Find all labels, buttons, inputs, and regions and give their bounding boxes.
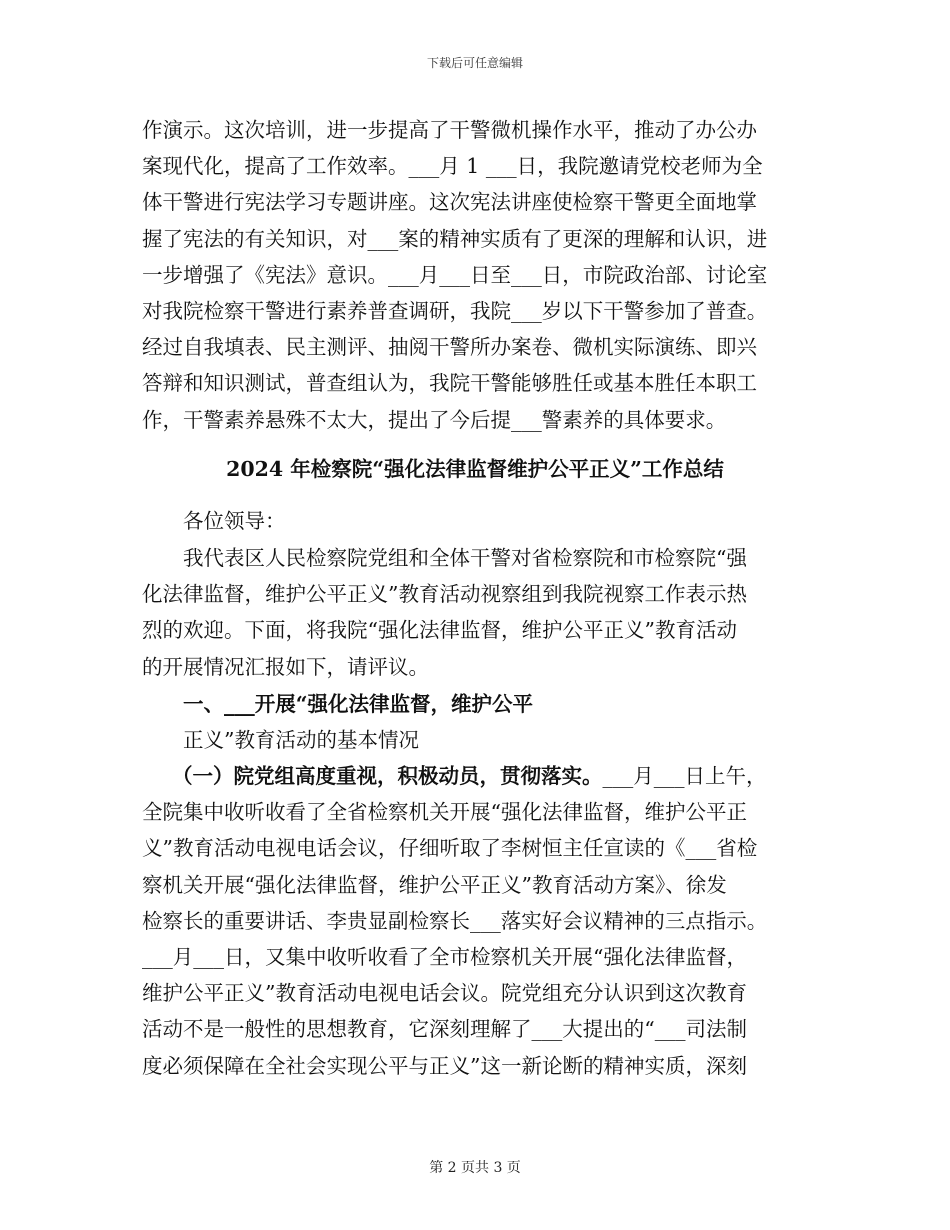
text-line: 作演示。这次培训，进一步提高了干警微机操作水平，推动了办公办 — [142, 118, 757, 142]
greeting: 各位领导： — [183, 509, 286, 533]
text-line: 度必须保障在全社会实现公平与正义”这一新论断的精神实质，深刻 — [142, 1053, 747, 1078]
text-line: 案现代化，提高了工作效率。___月 1 ___日，我院邀请党校老师为全 — [142, 154, 763, 179]
text-line: 察机关开展“强化法律监督，维护公平正义”教育活动方案》、徐发 — [142, 872, 727, 897]
text-line: 答辩和知识测试，普查组认为，我院干警能够胜任或基本胜任本职工 — [142, 371, 757, 396]
text-line: 体干警进行宪法学习专题讲座。这次宪法讲座使检察干警更全面地掌 — [142, 190, 757, 215]
page-footer: 第 2 页共 3 页 — [429, 1160, 521, 1176]
section-heading-block — [142, 686, 810, 758]
text-line: 作，干警素养悬殊不太大，提出了今后提___警素养的具体要求。 — [142, 407, 727, 432]
text-line: 的开展情况汇报如下，请评议。 — [142, 654, 429, 679]
text-line: 义”教育活动电视电话会议，仔细听取了李树恒主任宣读的《___省检 — [142, 836, 758, 861]
text-line: 握了宪法的有关知识，对___案的精神实质有了更深的理解和认识，进 — [142, 226, 768, 251]
text-line: 活动不是一般性的思想教育，它深刻理解了___大提出的“___司法制 — [142, 1017, 747, 1042]
text-line: 一步增强了《宪法》意识。___月___日至___日，市院政治部、讨论室 — [142, 262, 768, 287]
subsection-heading: （一）院党组高度重视，积极动员，贯彻落实。 — [172, 764, 603, 788]
subsection-text: ___月___日上午， — [602, 764, 767, 788]
text-line: 经过自我填表、民主测评、抽阅干警所办案卷、微机实际演练、即兴 — [142, 335, 757, 360]
text-line: 维护公平正义”教育活动电视电话会议。院党组充分认识到这次教育 — [142, 981, 747, 1006]
subsection-line — [142, 758, 810, 794]
header-note: 下载后可任意编辑 — [426, 56, 523, 70]
text-line: ___月___日，又集中收听收看了全市检察机关开展“强化法律监督， — [142, 945, 747, 970]
text-line: 全院集中收听收看了全省检察机关开展“强化法律监督，维护公平正 — [142, 800, 747, 825]
section-heading-continued: 正义”教育活动的基本情况 — [183, 728, 419, 753]
text-line: 化法律监督，维护公平正义”教育活动视察组到我院视察工作表示热 — [142, 582, 747, 607]
paragraph-training — [142, 112, 810, 438]
greeting-block — [142, 503, 810, 539]
document-title: 2024 年检察院“强化法律监督维护公平正义”工作总结 — [226, 457, 724, 481]
text-line: 烈的欢迎。下面，将我院“强化法律监督，维护公平正义”教育活动 — [142, 618, 737, 643]
section-heading: 一、___开展“强化法律监督，维护公平 — [183, 692, 534, 716]
text-line: 检察长的重要讲话、李贵显副检察长___落实好会议精神的三点指示。 — [142, 908, 768, 933]
text-line: 对我院检察干警进行素养普查调研，我院___岁以下干警参加了普查。 — [142, 299, 768, 324]
paragraph-welcome — [142, 540, 810, 685]
paragraph-party-group — [142, 758, 810, 1084]
text-line: 我代表区人民检察院党组和全体干警对省检察院和市检察院“强 — [183, 546, 747, 570]
